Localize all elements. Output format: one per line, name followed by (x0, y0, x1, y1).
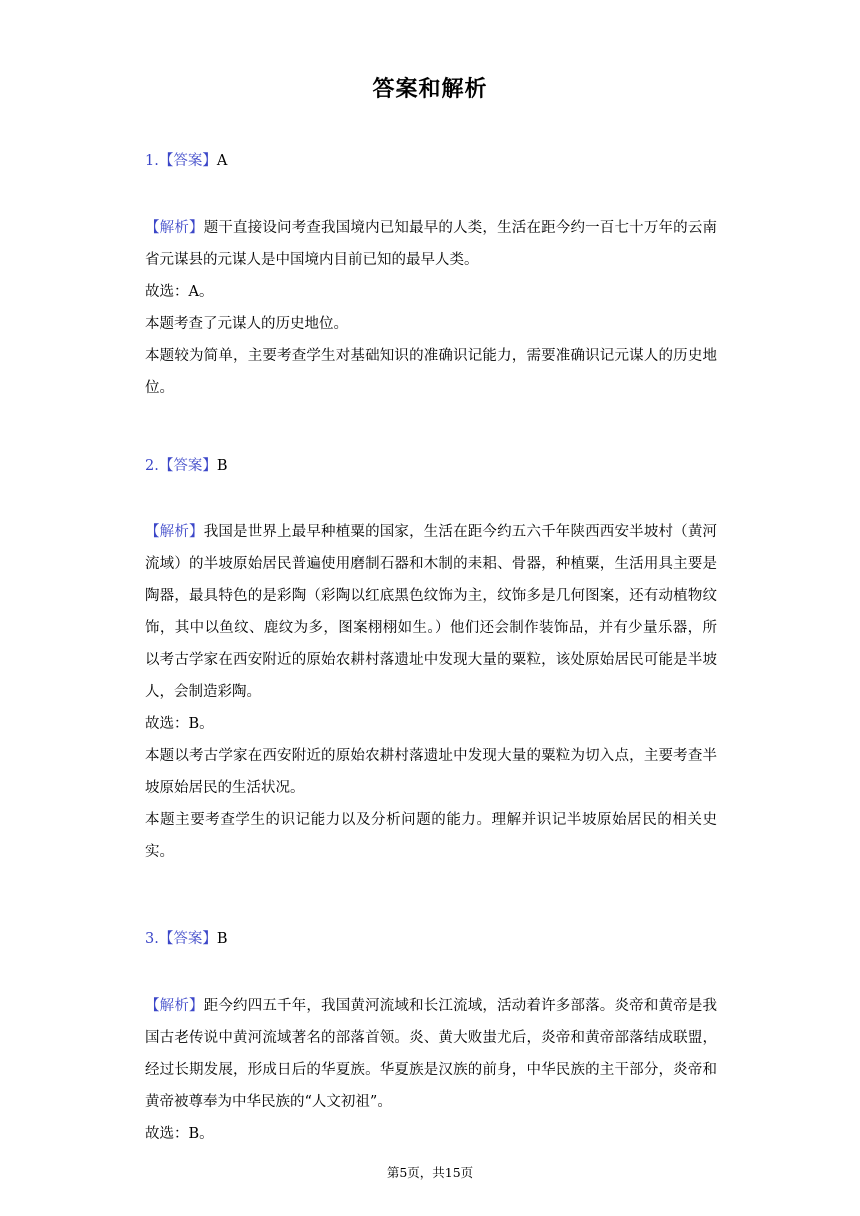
answer-tag: 【答案】 (158, 931, 217, 947)
comment-text: 本题较为简单，主要考查学生对基础知识的准确识记能力，需要准确识记元谋人的历史地位。 (145, 348, 717, 396)
answer-tag: 【答案】 (158, 153, 217, 169)
analysis-text: 题干直接设问考查我国境内已知最早的人类，生活在距今约一百七十万年的云南省元谋县的元谋人是中国境内目前已知的最早人类。 (145, 220, 718, 268)
page-title: 答案和解析 (372, 77, 488, 102)
analysis-block-1 (145, 212, 717, 404)
question-number: 1. (145, 153, 159, 169)
conclusion-text: 故选：A。 (145, 284, 214, 300)
analysis-block-2 (145, 516, 717, 868)
conclusion-text: 故选：B。 (145, 716, 214, 732)
summary-text: 本题考查了元谋人的历史地位。 (145, 316, 348, 332)
comment-text: 本题主要考查学生的识记能力以及分析问题的能力。理解并识记半坡原始居民的相关史实。 (145, 812, 717, 860)
analysis-block-3 (145, 990, 717, 1150)
question-number: 2. (145, 458, 159, 474)
analysis-text: 距今约四五千年，我国黄河流域和长江流域，活动着许多部落。炎帝和黄帝是我国古老传说中黄河流域著名的部落首领。炎、黄大败蚩尤后，炎帝和黄帝部落结成联盟，经过长期发展，形成日后的华夏族。华夏族是汉族的前身，中华民族的主干部分，炎帝和黄帝被尊奉为中华民族的“人文初祖”。 (145, 998, 718, 1110)
answer-value: B (216, 458, 228, 474)
question-number: 3. (145, 931, 159, 947)
answer-line-1 (145, 151, 717, 171)
analysis-tag: 【解析】 (145, 998, 204, 1014)
analysis-text: 我国是世界上最早种植粟的国家，生活在距今约五六千年陕西西安半坡村（黄河流域）的半坡原始居民普遍使用磨制石器和木制的耒耜、骨器，种植粟，生活用具主要是陶器，最具特色的是彩陶（彩陶以红底黑色纹饰为主，纹饰多是几何图案，还有动植物纹饰，其中以鱼纹、鹿纹为多，图案栩栩如生。）他们还会制作装饰品，并有少量乐器，所以考古学家在西安附近的原始农耕村落遗址中发现大量的粟粒，该处原始居民可能是半坡人，会制造彩陶。 (145, 524, 718, 700)
answer-tag: 【答案】 (158, 458, 217, 474)
answer-value: A (216, 153, 228, 169)
analysis-tag: 【解析】 (145, 524, 204, 540)
conclusion-text: 故选：B。 (145, 1126, 214, 1142)
answer-line-3 (145, 929, 717, 949)
analysis-tag: 【解析】 (145, 220, 204, 236)
answer-value: B (216, 931, 228, 947)
answer-line-2 (145, 456, 717, 476)
summary-text: 本题以考古学家在西安附近的原始农耕村落遗址中发现大量的粟粒为切入点，主要考查半坡原始居民的生活状况。 (145, 748, 717, 796)
page-footer: 第5页，共15页 (386, 1165, 474, 1180)
